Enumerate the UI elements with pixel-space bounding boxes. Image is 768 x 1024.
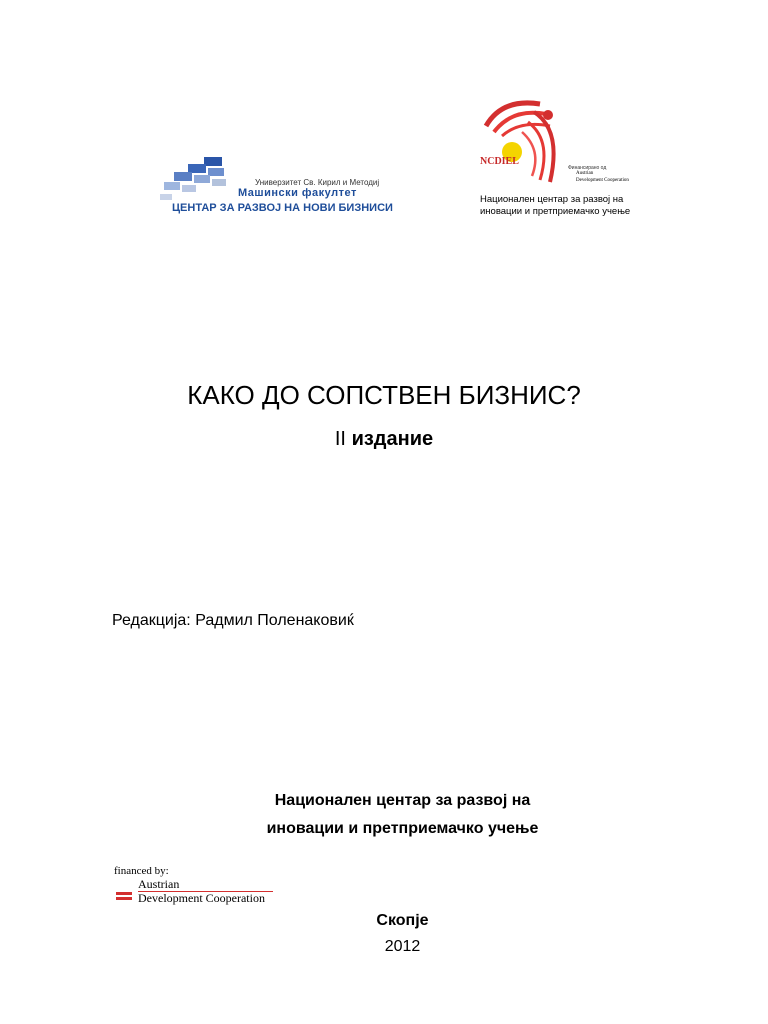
organization-line-2: иновации и претприемачко учење [266, 820, 539, 837]
organization-line-1: Национален центар за развој на [274, 792, 531, 809]
center-name-line-2: иновации и претприемачко учење [480, 206, 631, 217]
sponsor-austrian: Austrian [576, 171, 594, 176]
center-name: ЦЕНТАР ЗА РАЗВОЈ НА НОВИ БИЗНИСИ [172, 202, 393, 214]
faculty-logo [160, 154, 393, 218]
center-name-line-1: Национален центар за развој на [480, 194, 624, 205]
year: 2012 [384, 938, 421, 955]
austria-flag-icon [116, 892, 132, 902]
financed-austrian: Austrian [138, 877, 180, 891]
edition-label: издание [351, 428, 434, 450]
financed-development: Development Cooperation [138, 891, 265, 905]
edition [0, 428, 768, 451]
university-name: Универзитет Св. Кирил и Методиј [255, 178, 380, 187]
sponsor-label: Финансирано од [568, 165, 607, 171]
city: Скопје [376, 912, 429, 929]
faculty-name: Машински факултет [238, 187, 357, 199]
financed-label: financed by: [114, 865, 169, 877]
page-title: КАКО ДО СОПСТВЕН БИЗНИС? [187, 380, 581, 410]
ncdiel-emblem-icon [472, 92, 572, 187]
financed-by-logo [114, 865, 284, 909]
edition-number: II [334, 428, 346, 450]
ncdiel-logo [472, 92, 652, 217]
ncdiel-acronym: NCDIEL [480, 156, 519, 167]
sponsor-development: Development Cooperation [576, 178, 629, 183]
editor-line: Редакција: Радмил Поленаковиќ [112, 612, 354, 629]
